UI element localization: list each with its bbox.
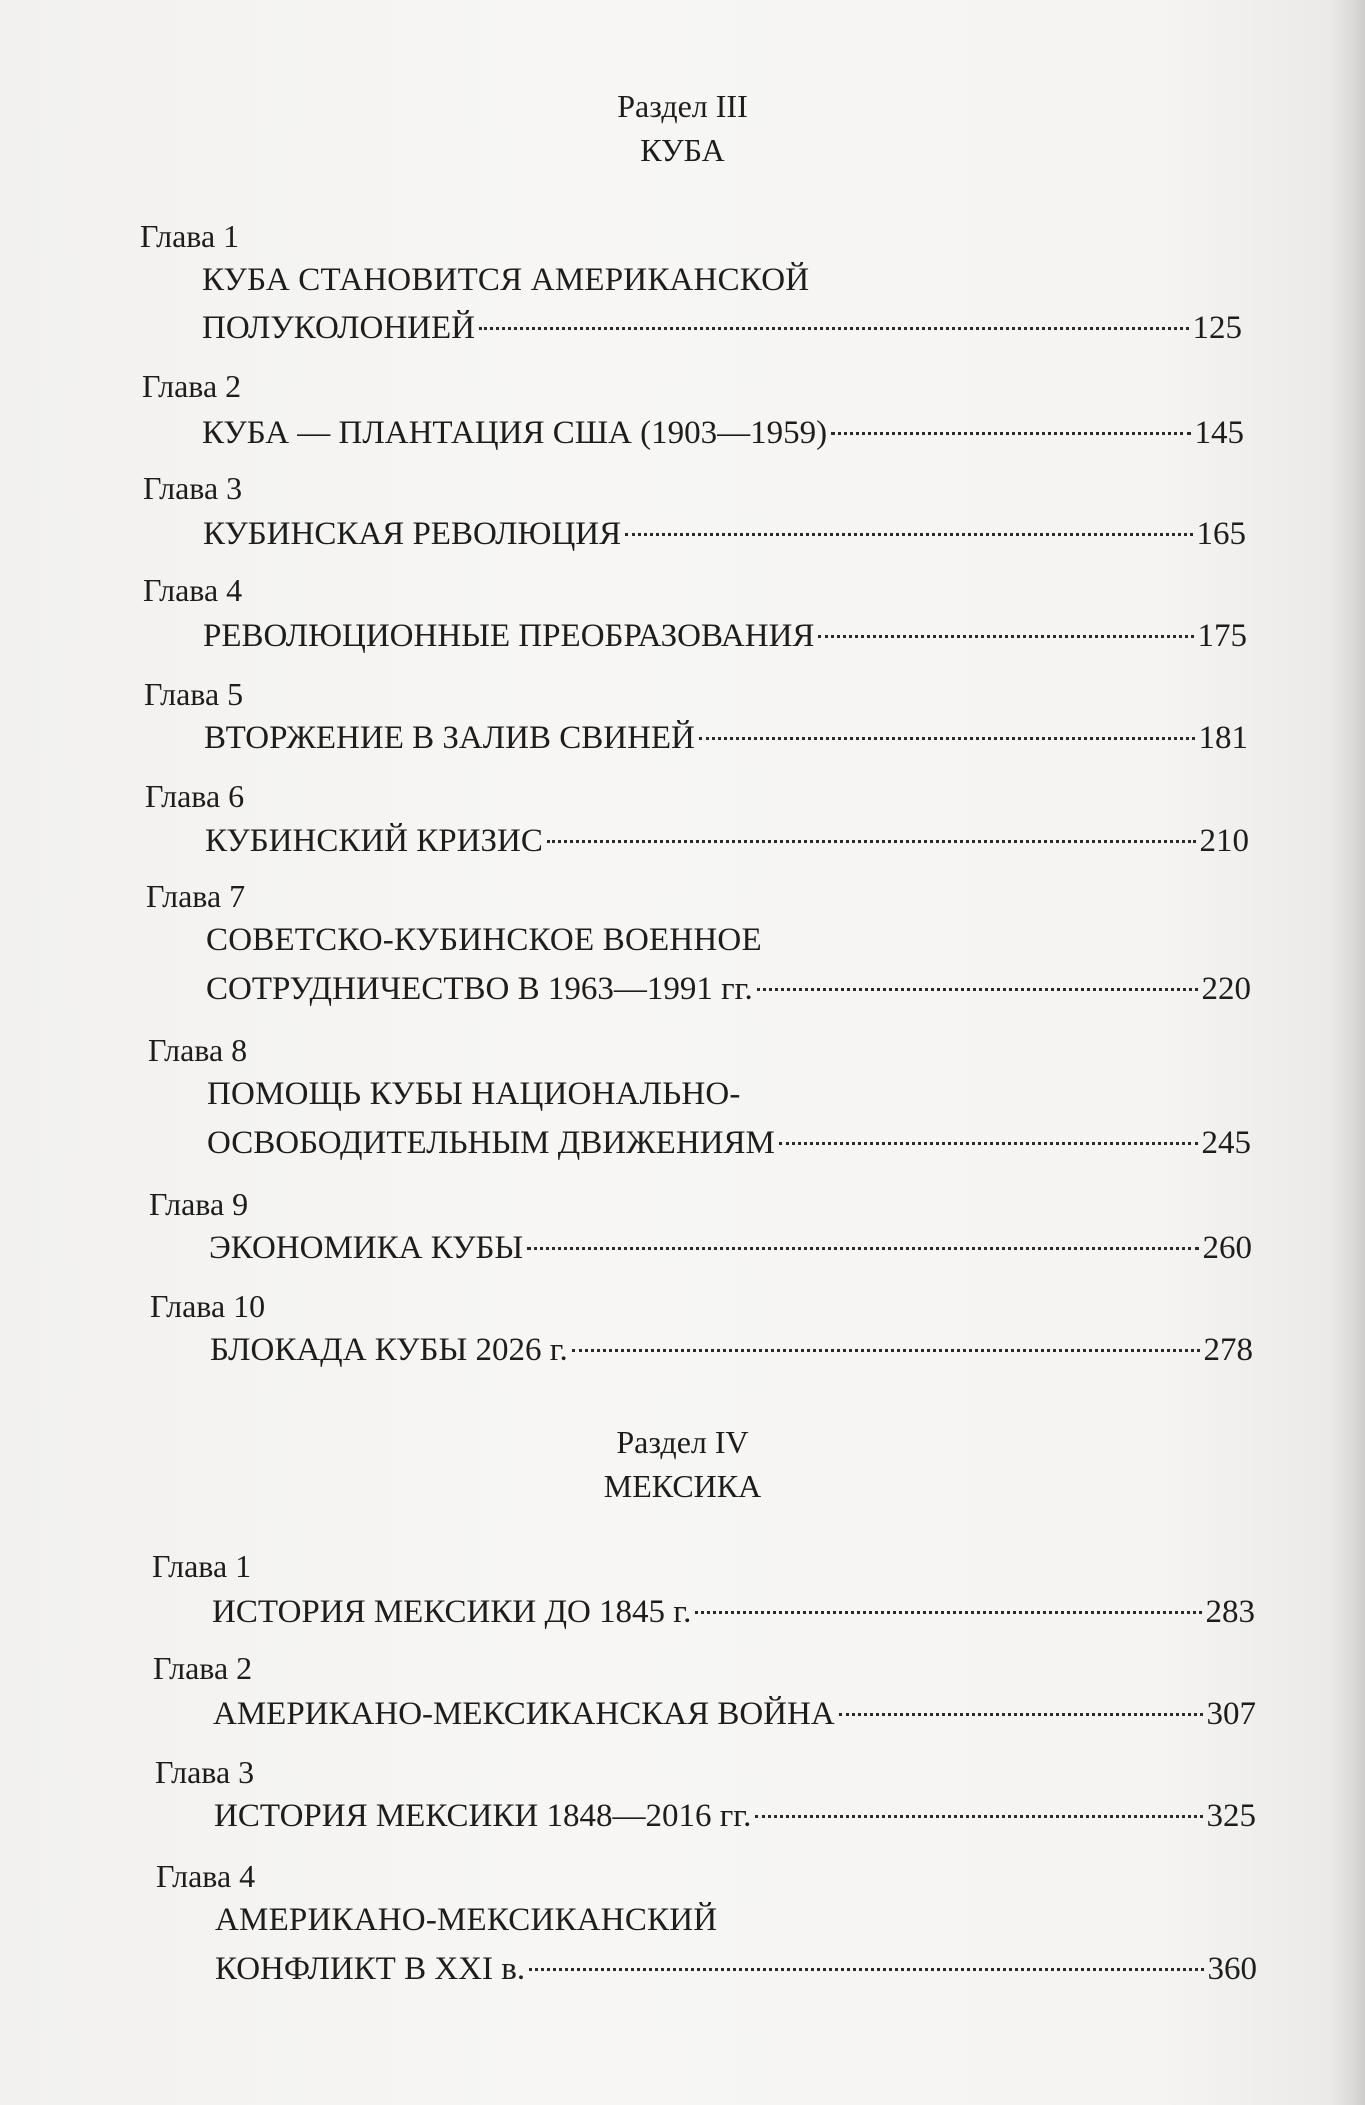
dot-leader xyxy=(625,533,1192,536)
chapter-title: БЛОКАДА КУБЫ 2026 г. xyxy=(210,1332,568,1368)
toc-entry[interactable] xyxy=(215,1947,1257,1991)
page-number: 181 xyxy=(1198,720,1248,756)
toc-entry[interactable] xyxy=(203,512,1246,556)
dot-leader xyxy=(755,1815,1202,1818)
chapter-title: КОНФЛИКТ В XXI в. xyxy=(215,1951,526,1987)
chapter-label: Глава 3 xyxy=(143,470,243,506)
section-name: МЕКСИКА xyxy=(603,1468,762,1504)
chapter-title-line: ПОМОЩЬ КУБЫ НАЦИОНАЛЬНО- xyxy=(207,1076,741,1112)
page-number: 325 xyxy=(1206,1798,1256,1834)
dot-leader xyxy=(547,840,1196,843)
toc-entry[interactable] xyxy=(206,967,1251,1011)
chapter-title: РЕВОЛЮЦИОННЫЕ ПРЕОБРАЗОВАНИЯ xyxy=(203,618,815,654)
toc-entry[interactable] xyxy=(207,1121,1251,1165)
page-number: 283 xyxy=(1205,1594,1255,1630)
dot-leader xyxy=(757,988,1198,991)
page-number: 220 xyxy=(1201,971,1251,1007)
dot-leader xyxy=(779,1142,1198,1145)
page-number: 165 xyxy=(1196,516,1246,552)
dot-leader xyxy=(695,1611,1201,1614)
dot-leader xyxy=(699,737,1195,740)
dot-leader xyxy=(818,635,1193,638)
section-name: КУБА xyxy=(640,132,725,168)
chapter-label: Глава 4 xyxy=(143,572,243,608)
dot-leader xyxy=(529,1968,1203,1971)
toc-entry[interactable] xyxy=(210,1328,1253,1372)
chapter-label: Глава 4 xyxy=(156,1858,256,1894)
chapter-label: Глава 3 xyxy=(155,1754,255,1790)
page-number: 145 xyxy=(1194,415,1244,451)
page-number: 360 xyxy=(1207,1951,1257,1987)
dot-leader xyxy=(831,432,1190,435)
dot-leader xyxy=(479,327,1188,330)
chapter-title: КУБИНСКАЯ РЕВОЛЮЦИЯ xyxy=(203,516,622,552)
chapter-title: ИСТОРИЯ МЕКСИКИ ДО 1845 г. xyxy=(212,1594,692,1630)
chapter-label: Глава 5 xyxy=(144,676,244,712)
dot-leader xyxy=(572,1349,1200,1352)
chapter-label: Глава 7 xyxy=(146,878,246,914)
chapter-title: ОСВОБОДИТЕЛЬНЫМ ДВИЖЕНИЯМ xyxy=(207,1125,775,1161)
toc-entry[interactable] xyxy=(205,819,1249,863)
chapter-label: Глава 1 xyxy=(152,1548,252,1584)
chapter-label: Глава 8 xyxy=(148,1032,248,1068)
section-heading xyxy=(0,1420,1365,1508)
section-heading xyxy=(0,84,1365,172)
chapter-title: СОТРУДНИЧЕСТВО В 1963—1991 гг. xyxy=(206,971,753,1007)
page-edge-shadow xyxy=(1329,0,1365,2105)
chapter-label: Глава 9 xyxy=(149,1186,249,1222)
page-number: 175 xyxy=(1197,618,1247,654)
toc-entry[interactable] xyxy=(209,1226,1252,1270)
chapter-title: ЭКОНОМИКА КУБЫ xyxy=(209,1230,524,1266)
section-label: Раздел III xyxy=(617,88,748,124)
page-number: 125 xyxy=(1192,310,1242,346)
toc-entry[interactable] xyxy=(204,716,1248,760)
chapter-title-line: АМЕРИКАНО-МЕКСИКАНСКИЙ xyxy=(215,1902,718,1938)
chapter-label: Глава 2 xyxy=(153,1650,253,1686)
page-number: 278 xyxy=(1203,1332,1253,1368)
chapter-title: ПОЛУКОЛОНИЕЙ xyxy=(202,310,476,346)
toc-entry[interactable] xyxy=(214,1794,1256,1838)
chapter-title: КУБИНСКИЙ КРИЗИС xyxy=(205,823,543,859)
chapter-title: ИСТОРИЯ МЕКСИКИ 1848—2016 гг. xyxy=(214,1798,752,1834)
dot-leader xyxy=(527,1247,1198,1250)
section-label: Раздел IV xyxy=(616,1424,749,1460)
toc-entry[interactable] xyxy=(202,411,1244,455)
page-number: 245 xyxy=(1201,1125,1251,1161)
chapter-title-line: СОВЕТСКО-КУБИНСКОЕ ВОЕННОЕ xyxy=(206,922,762,958)
chapter-label: Глава 2 xyxy=(142,368,242,404)
page-number: 260 xyxy=(1202,1230,1252,1266)
dot-leader xyxy=(839,1713,1203,1716)
toc-entry[interactable] xyxy=(203,614,1247,658)
chapter-label: Глава 10 xyxy=(150,1288,266,1324)
chapter-title: АМЕРИКАНО-МЕКСИКАНСКАЯ ВОЙНА xyxy=(213,1696,835,1732)
toc-entry[interactable] xyxy=(213,1692,1256,1736)
chapter-title-line: КУБА СТАНОВИТСЯ АМЕРИКАНСКОЙ xyxy=(202,262,810,298)
chapter-label: Глава 6 xyxy=(145,778,245,814)
toc-entry[interactable] xyxy=(202,306,1242,350)
page-number: 307 xyxy=(1206,1696,1256,1732)
toc-entry[interactable] xyxy=(212,1590,1255,1634)
chapter-title: ВТОРЖЕНИЕ В ЗАЛИВ СВИНЕЙ xyxy=(204,720,695,756)
page-number: 210 xyxy=(1199,823,1249,859)
chapter-title: КУБА — ПЛАНТАЦИЯ США (1903—1959) xyxy=(202,415,828,451)
chapter-label: Глава 1 xyxy=(140,218,240,254)
